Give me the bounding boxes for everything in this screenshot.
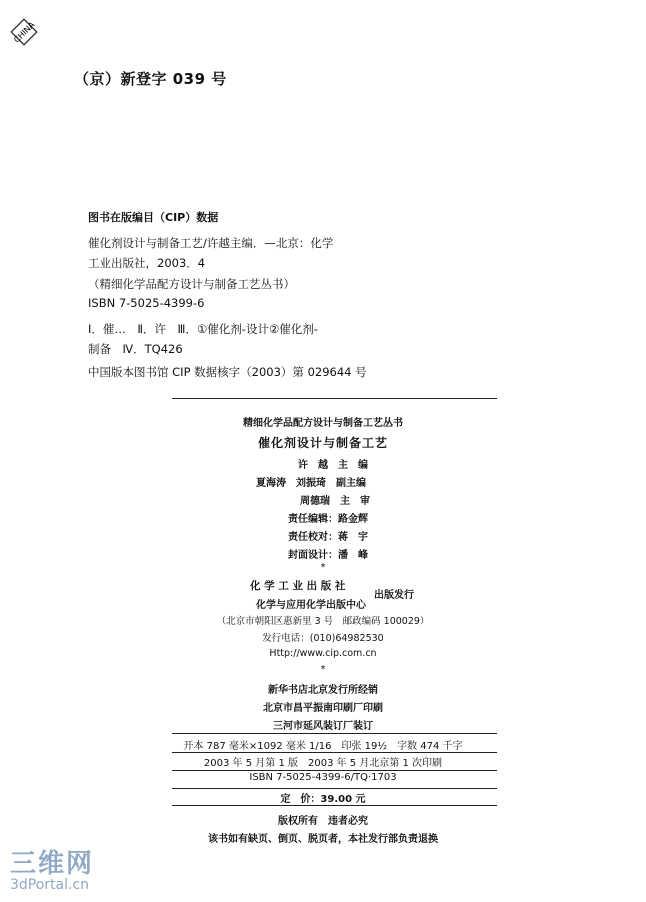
china-stamp xyxy=(6,14,42,50)
credit-responsible-editor: 责任编辑：路金辉 xyxy=(288,514,368,525)
cip-line: Ⅰ．催… Ⅱ．许 Ⅲ．①催化剂-设计②催化剂- xyxy=(88,322,318,336)
separator-star: * xyxy=(320,664,326,675)
edition-info: 2003 年 5 月第 1 版 2003 年 5 月北京第 1 次印刷 xyxy=(203,758,443,769)
binder: 三河市延风装订厂装订 xyxy=(273,721,373,732)
divider xyxy=(172,770,497,771)
publisher-url: Http://www.cip.com.cn xyxy=(269,648,377,659)
divider xyxy=(172,733,497,734)
credit-cover-design: 封面设计：潘 峰 xyxy=(288,550,368,561)
publisher-address: （北京市朝阳区惠新里 3 号 邮政编码 100029） xyxy=(216,616,430,627)
isbn-full: ISBN 7-5025-4399-6/TQ·1703 xyxy=(249,772,397,783)
publish-issue: 出版发行 xyxy=(374,590,414,601)
credit-deputy: 夏海涛 刘振琦 副主编 xyxy=(256,478,366,489)
cip-line: 催化剂设计与制备工艺/许越主编．—北京：化学 xyxy=(88,236,334,250)
divider xyxy=(172,788,497,789)
divider-top xyxy=(172,398,497,399)
stamp-text: CHINA xyxy=(12,20,37,45)
book-title: 催化剂设计与制备工艺 xyxy=(257,436,388,450)
watermark-mark: 三维网 xyxy=(10,849,95,879)
distributor: 新华书店北京发行所经销 xyxy=(268,685,378,696)
book-format: 开本 787 毫米×1092 毫米 1/16 印张 19½ 字数 474 千字 xyxy=(183,741,463,752)
publisher-center: 化学与应用化学出版中心 xyxy=(256,600,366,611)
publisher-phone: 发行电话：(010)64982530 xyxy=(262,633,384,644)
registration-number: （京）新登字 039 号 xyxy=(74,70,227,88)
cip-line: 制备 Ⅳ．TQ426 xyxy=(88,342,183,356)
cip-line: （精细化学品配方设计与制备工艺丛书） xyxy=(88,277,295,291)
cip-line: 工业出版社，2003．4 xyxy=(88,256,206,270)
copyright-notice: 版权所有 违者必究 xyxy=(278,816,368,827)
price: 定 价：39.00 元 xyxy=(280,794,366,805)
defect-notice: 该书如有缺页、倒页、脱页者，本社发行部负责退换 xyxy=(208,834,438,845)
publisher-name: 化 学 工 业 出 版 社 xyxy=(250,580,346,592)
watermark-site: 3dPortal.cn xyxy=(10,877,90,893)
series-title: 精细化学品配方设计与制备工艺丛书 xyxy=(243,418,403,429)
divider xyxy=(172,805,497,806)
printer: 北京市昌平振南印刷厂印刷 xyxy=(263,703,383,714)
divider xyxy=(172,752,497,753)
credit-proofreader: 责任校对：蒋 宇 xyxy=(288,532,368,543)
credit-editor: 许 越 主 编 xyxy=(298,460,368,471)
separator-star: * xyxy=(320,562,326,573)
watermark-logo xyxy=(10,851,120,897)
cip-title: 图书在版编目（CIP）数据 xyxy=(88,211,219,224)
cip-line: 中国版本图书馆 CIP 数据核字（2003）第 029644 号 xyxy=(88,365,367,379)
cip-line: ISBN 7-5025-4399-6 xyxy=(88,296,205,310)
credit-reviewer: 周德瑞 主 审 xyxy=(300,496,370,507)
